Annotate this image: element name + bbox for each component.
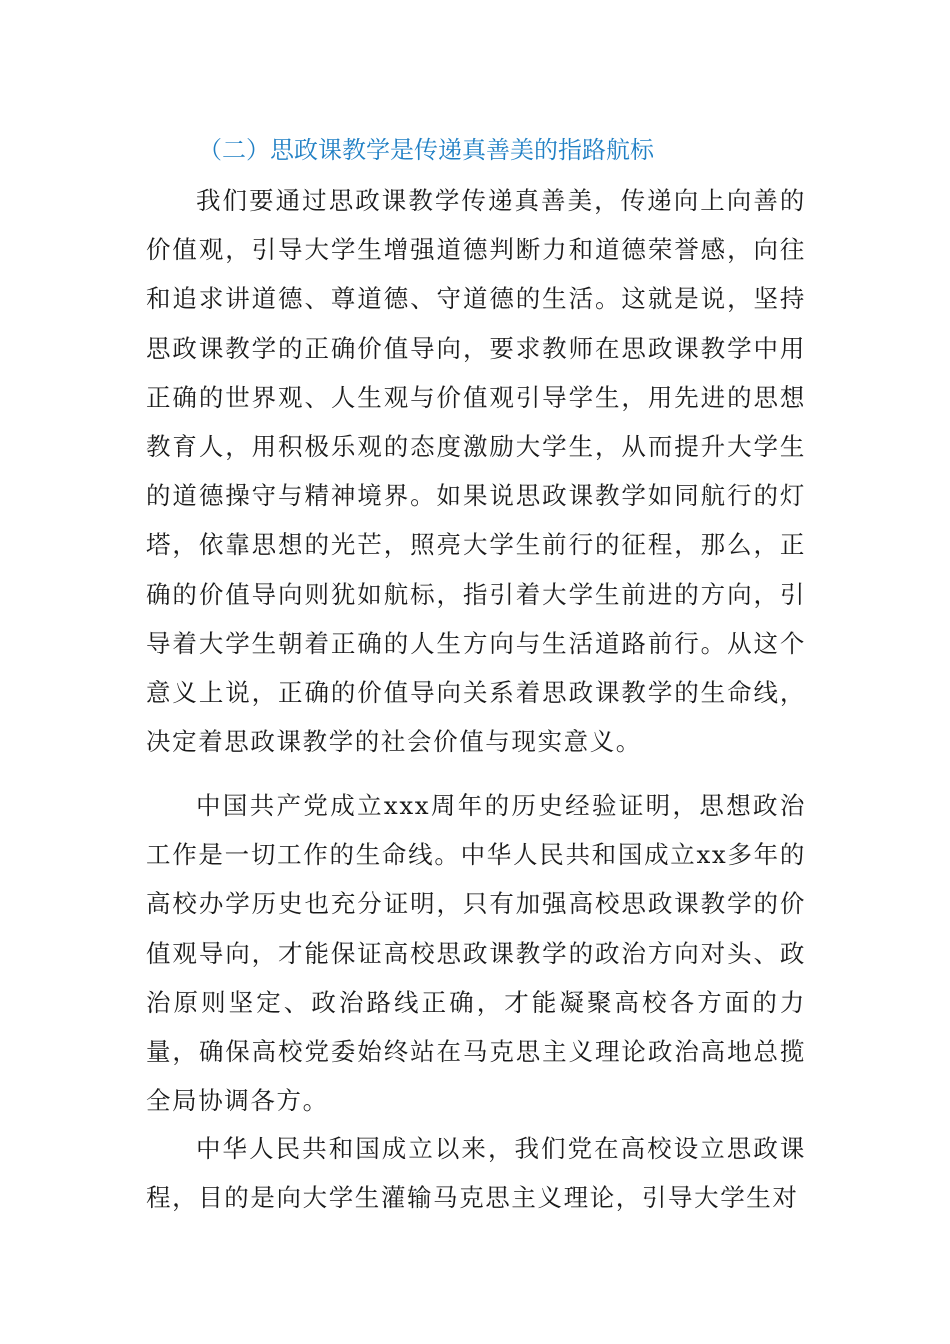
- section-heading: （二）思政课教学是传递真善美的指路航标: [198, 136, 654, 164]
- paragraph-2: 中国共产党成立xxx周年的历史经验证明，思想政治工作是一切工作的生命线。中华人民共和国成立xx多年的高校办学历史也充分证明，只有加强高校思政课教学的价值观导向，才能保证高校思政课教学的政治方向对头、政治原则坚定、政治路线正确，才能凝聚高校各方面的力量，确保高校党委始终站在马克思主义理论政治高地总揽全局协调各方。: [146, 791, 806, 1116]
- paragraph-1: 我们要通过思政课教学传递真善美，传递向上向善的价值观，引导大学生增强道德判断力和道德荣誉感，向往和追求讲道德、尊道德、守道德的生活。这就是说，坚持思政课教学的正确价值导向，要求教师在思政课教学中用正确的世界观、人生观与价值观引导学生，用先进的思想教育人，用积极乐观的态度激励大学生，从而提升大学生的道德操守与精神境界。如果说思政课教学如同航行的灯塔，依靠思想的光芒，照亮大学生前行的征程，那么，正确的价值导向则犹如航标，指引着大学生前进的方向，引导着大学生朝着正确的人生方向与生活道路前行。从这个意义上说，正确的价值导向关系着思政课教学的生命线，决定着思政课教学的社会价值与现实意义。: [146, 186, 806, 757]
- paragraph-3: 中华人民共和国成立以来，我们党在高校设立思政课程，目的是向大学生灌输马克思主义理论，引导大学生对: [146, 1134, 806, 1213]
